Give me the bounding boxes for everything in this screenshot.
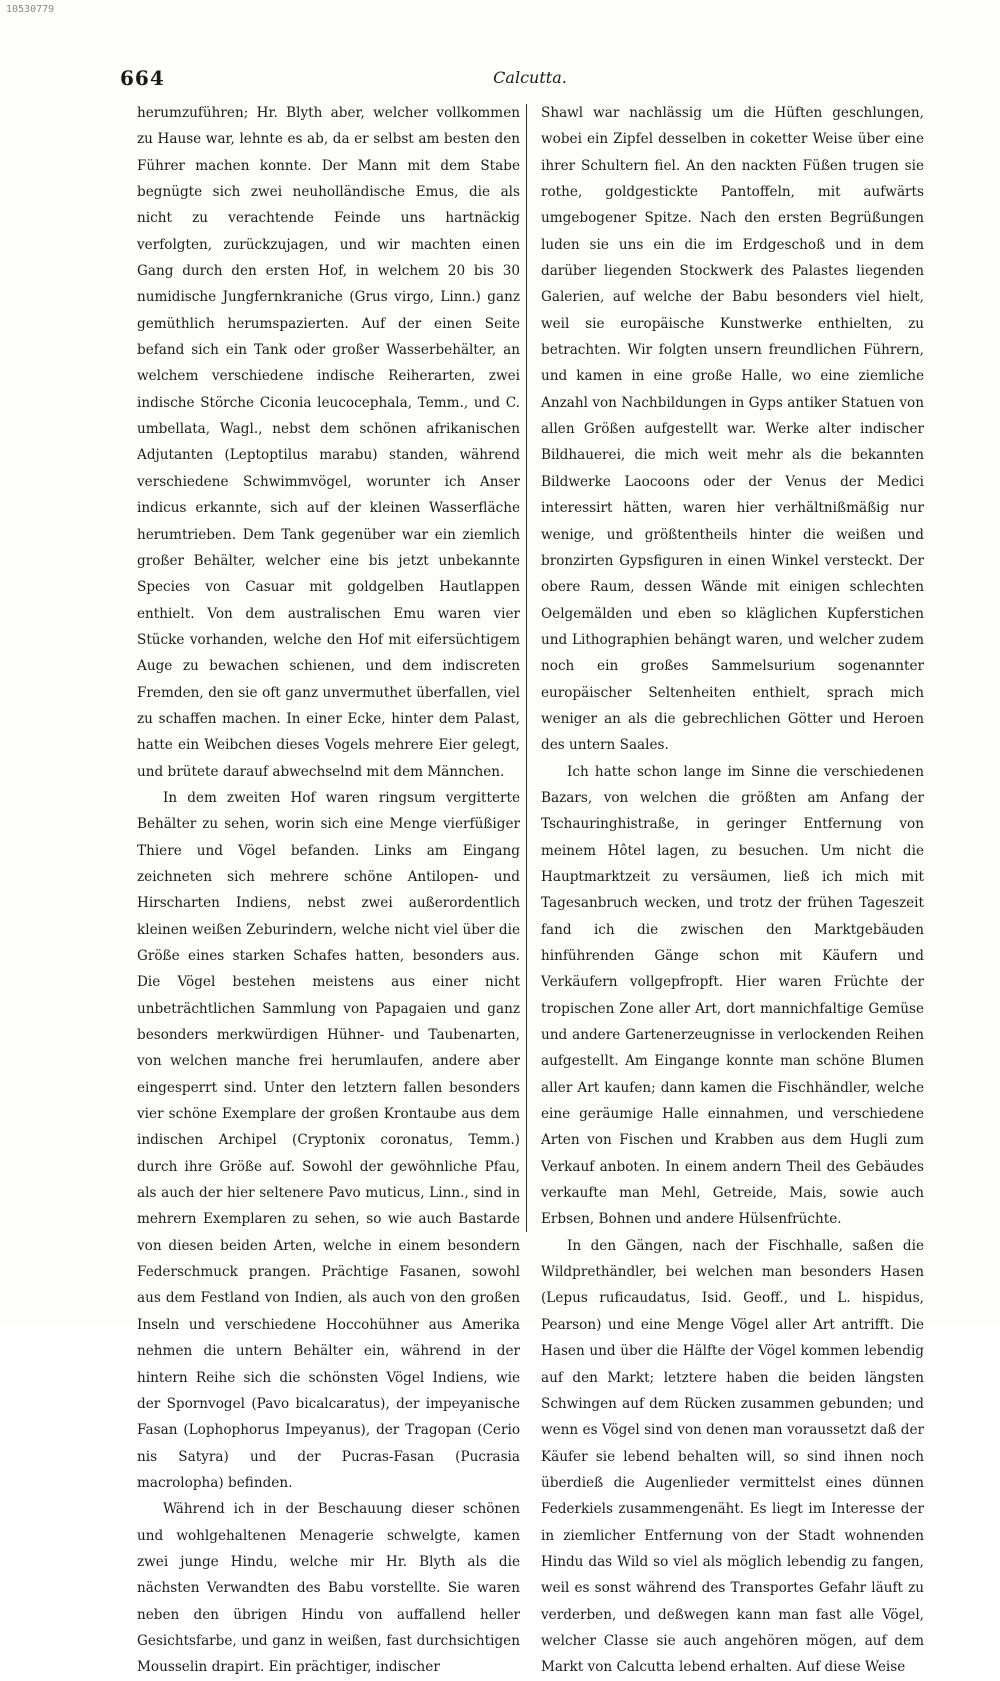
paragraph: In den Gängen, nach der Fischhalle, saßen die Wildprethändler, bei welchen man besonders Hasen (Lepus ruficaudatus, Isid. Geoff., und L. hispidus, Pearson) und eine Menge Vögel aller Art antrifft. Die Hasen und über die Hälfte der Vögel kommen lebendig auf den Markt; letztere haben die beiden längsten Schwingen auf dem Rücken zusammen gebunden; und wenn es Vögel sind von denen man voraussetzt daß der Käufer sie lebend behalten will, so sind ihnen noch überdieß die Augenlieder vermittelst eines dünnen Federkiels zusammengenäht. Es liegt im Interesse der in ziemlicher Entfernung von der Stadt wohnenden Hindu das Wild so viel als möglich lebendig zu fangen, weil es sonst während des Transportes Gefahr läuft zu verderben, und deßwegen kann man fast alle Vögel, welcher Classe sie auch angehören mögen, auf dem Markt von Calcutta lebend erhalten. Auf diese Weise	[541, 1237, 924, 1676]
paragraph: herumzuführen; Hr. Blyth aber, welcher vollkommen zu Hause war, lehnte es ab, da er selbst am besten den Führer machen konnte. Der Mann mit dem Stabe begnügte sich zwei neuholländische Emus, die als nicht zu verachtende Feinde uns hartnäckig verfolgten, zurückzujagen, und wir machten einen Gang durch den ersten Hof, in welchem 20 bis 30 numidische Jungfernkraniche (Grus virgo, Linn.) ganz gemüthlich herumspazierten. Auf der einen Seite befand sich ein Tank oder großer Wasserbehälter, an welchem verschiedene indische Reiherarten, zwei indische Störche Ciconia leucocephala, Temm., und C. umbellata, Wagl., nebst dem schönen afrikanischen Adjutanten (Leptoptilus marabu) standen, während verschiedene Schwimmvögel, worunter ich Anser indicus erkannte, sich auf der kleinen Wasserfläche herumtrieben. Dem Tank gegenüber war ein ziemlich großer Behälter, welcher eine bis jetzt unbekannte Species von Casuar mit goldgelben Hautlappen enthielt. Von dem australischen Emu waren vier Stücke vorhanden, welche den Hof mit eifersüchtigem Auge zu bewachen schienen, und dem indiscreten Fremden, den sie oft ganz unvermuthet überfallen, viel zu schaffen machen. In einer Ecke, hinter dem Palast, hatte ein Weibchen dieses Vogels mehrere Eier gelegt, und brütete darauf abwechselnd mit dem Männchen.	[137, 105, 520, 780]
right-column	[541, 100, 924, 1676]
running-title: Calcutta.	[493, 68, 567, 87]
archive-stamp: 10530779	[6, 4, 55, 15]
paragraph: Während ich in der Beschauung dieser schönen und wohlgehaltenen Menagerie schwelgte, kamen zwei junge Hindu, welche mir Hr. Blyth als die nächsten Verwandten des Babu vorstellte. Sie waren neben den übrigen Hindu von auffallend heller Gesichtsfarbe, und ganz in weißen, fast durchsichtigen Mousselin drapirt. Ein prächtiger, indischer	[137, 1501, 520, 1676]
paragraph: Shawl war nachlässig um die Hüften geschlungen, wobei ein Zipfel desselben in coketter Weise über eine ihrer Schultern fiel. An den nackten Füßen trugen sie rothe, goldgestickte Pantoffeln, mit aufwärts umgebogener Spitze. Nach den ersten Begrüßungen luden sie uns ein die im Erdgeschoß und in dem darüber liegenden Stockwerk des Palastes liegenden Galerien, auf welche der Babu besonders viel hielt, weil sie europäische Kunstwerke enthielten, zu betrachten. Wir folgten unsern freundlichen Führern, und kamen in eine große Halle, wo eine ziemliche Anzahl von Nachbildungen in Gyps antiker Statuen von allen Größen aufgestellt war. Werke alter indischer Bildhauerei, die mich weit mehr als die bekannten Bildwerke Laocoons oder der Venus der Medici interessirt hätten, waren hier verhältnißmäßig nur wenige, und größtentheils hinter die weißen und bronzirten Gypsfiguren in einen Winkel versteckt. Der obere Raum, dessen Wände mit einigen schlechten Oelgemälden und eben so kläglichen Kupferstichen und Lithographien behängt waren, und welcher zudem noch ein großes Sammelsurium sogenannter europäischer Seltenheiten enthielt, sprach mich weniger an als die gebrechlichen Götter und Heroen des untern Saales.	[541, 105, 924, 754]
page-number: 664	[120, 66, 165, 90]
paragraph: In dem zweiten Hof waren ringsum vergitterte Behälter zu sehen, worin sich eine Menge vierfüßiger Thiere und Vögel befanden. Links am Eingang zeichneten sich mehrere schöne Antilopen- und Hirscharten Indiens, nebst zwei außerordentlich kleinen weißen Zeburindern, welche nicht viel über die Größe eines starken Schafes hatten, besonders aus. Die Vögel bestehen meistens aus einer nicht unbeträchtlichen Sammlung von Papagaien und ganz besonders merkwürdigen Hühner- und Taubenarten, von welchen manche frei herumlaufen, andere aber eingesperrt sind. Unter den letztern fallen besonders vier schöne Exemplare der großen Krontaube aus dem indischen Archipel (Cryptonix coronatus, Temm.) durch ihre Größe auf. Sowohl der gewöhnliche Pfau, als auch der hier seltenere Pavo muticus, Linn., sind in mehrern Exemplaren zu sehen, so wie auch Bastarde von diesen beiden Arten, welche in einem besondern Federschmuck prangen. Prächtige Fasanen, sowohl aus dem Festland von Indien, als auch von den großen Inseln und verschiedene Hoccohühner aus Amerika nehmen die untern Behälter ein, während in der hintern Reihe sich die schönsten Vögel Indiens, wie der Spornvogel (Pavo bicalcaratus), der impeyanische Fasan (Lophophorus Impeyanus), der Tragopan (Cerio nis Satyra) und der Pucras-Fasan (Pucrasia macrolopha) befinden.	[137, 789, 520, 1491]
paragraph: Ich hatte schon lange im Sinne die verschiedenen Bazars, von welchen die größten am Anfang der Tschauringhistraße, in geringer Entfernung von meinem Hôtel lagen, zu besuchen. Um nicht die Hauptmarktzeit zu versäumen, ließ ich mich mit Tagesanbruch wecken, und trotz der frühen Tageszeit fand ich die zwischen den Marktgebäuden hinführenden Gänge schon mit Käufern und Verkäufern vollgepfropft. Hier waren Früchte der tropischen Zone aller Art, dort mannichfaltige Gemüse und andere Gartenerzeugnisse in verlockenden Reihen aufgestellt. Am Eingange konnte man schöne Blumen aller Art kaufen; dann kamen die Fischhändler, welche eine geräumige Halle einnahmen, und verschiedene Arten von Fischen und Krabben aus dem Hugli zum Verkauf anboten. In einem andern Theil des Gebäudes verkaufte man Mehl, Getreide, Mais, sowie auch Erbsen, Bohnen und andere Hülsenfrüchte.	[541, 763, 924, 1228]
left-column	[137, 100, 520, 1676]
column-divider	[526, 104, 527, 1232]
